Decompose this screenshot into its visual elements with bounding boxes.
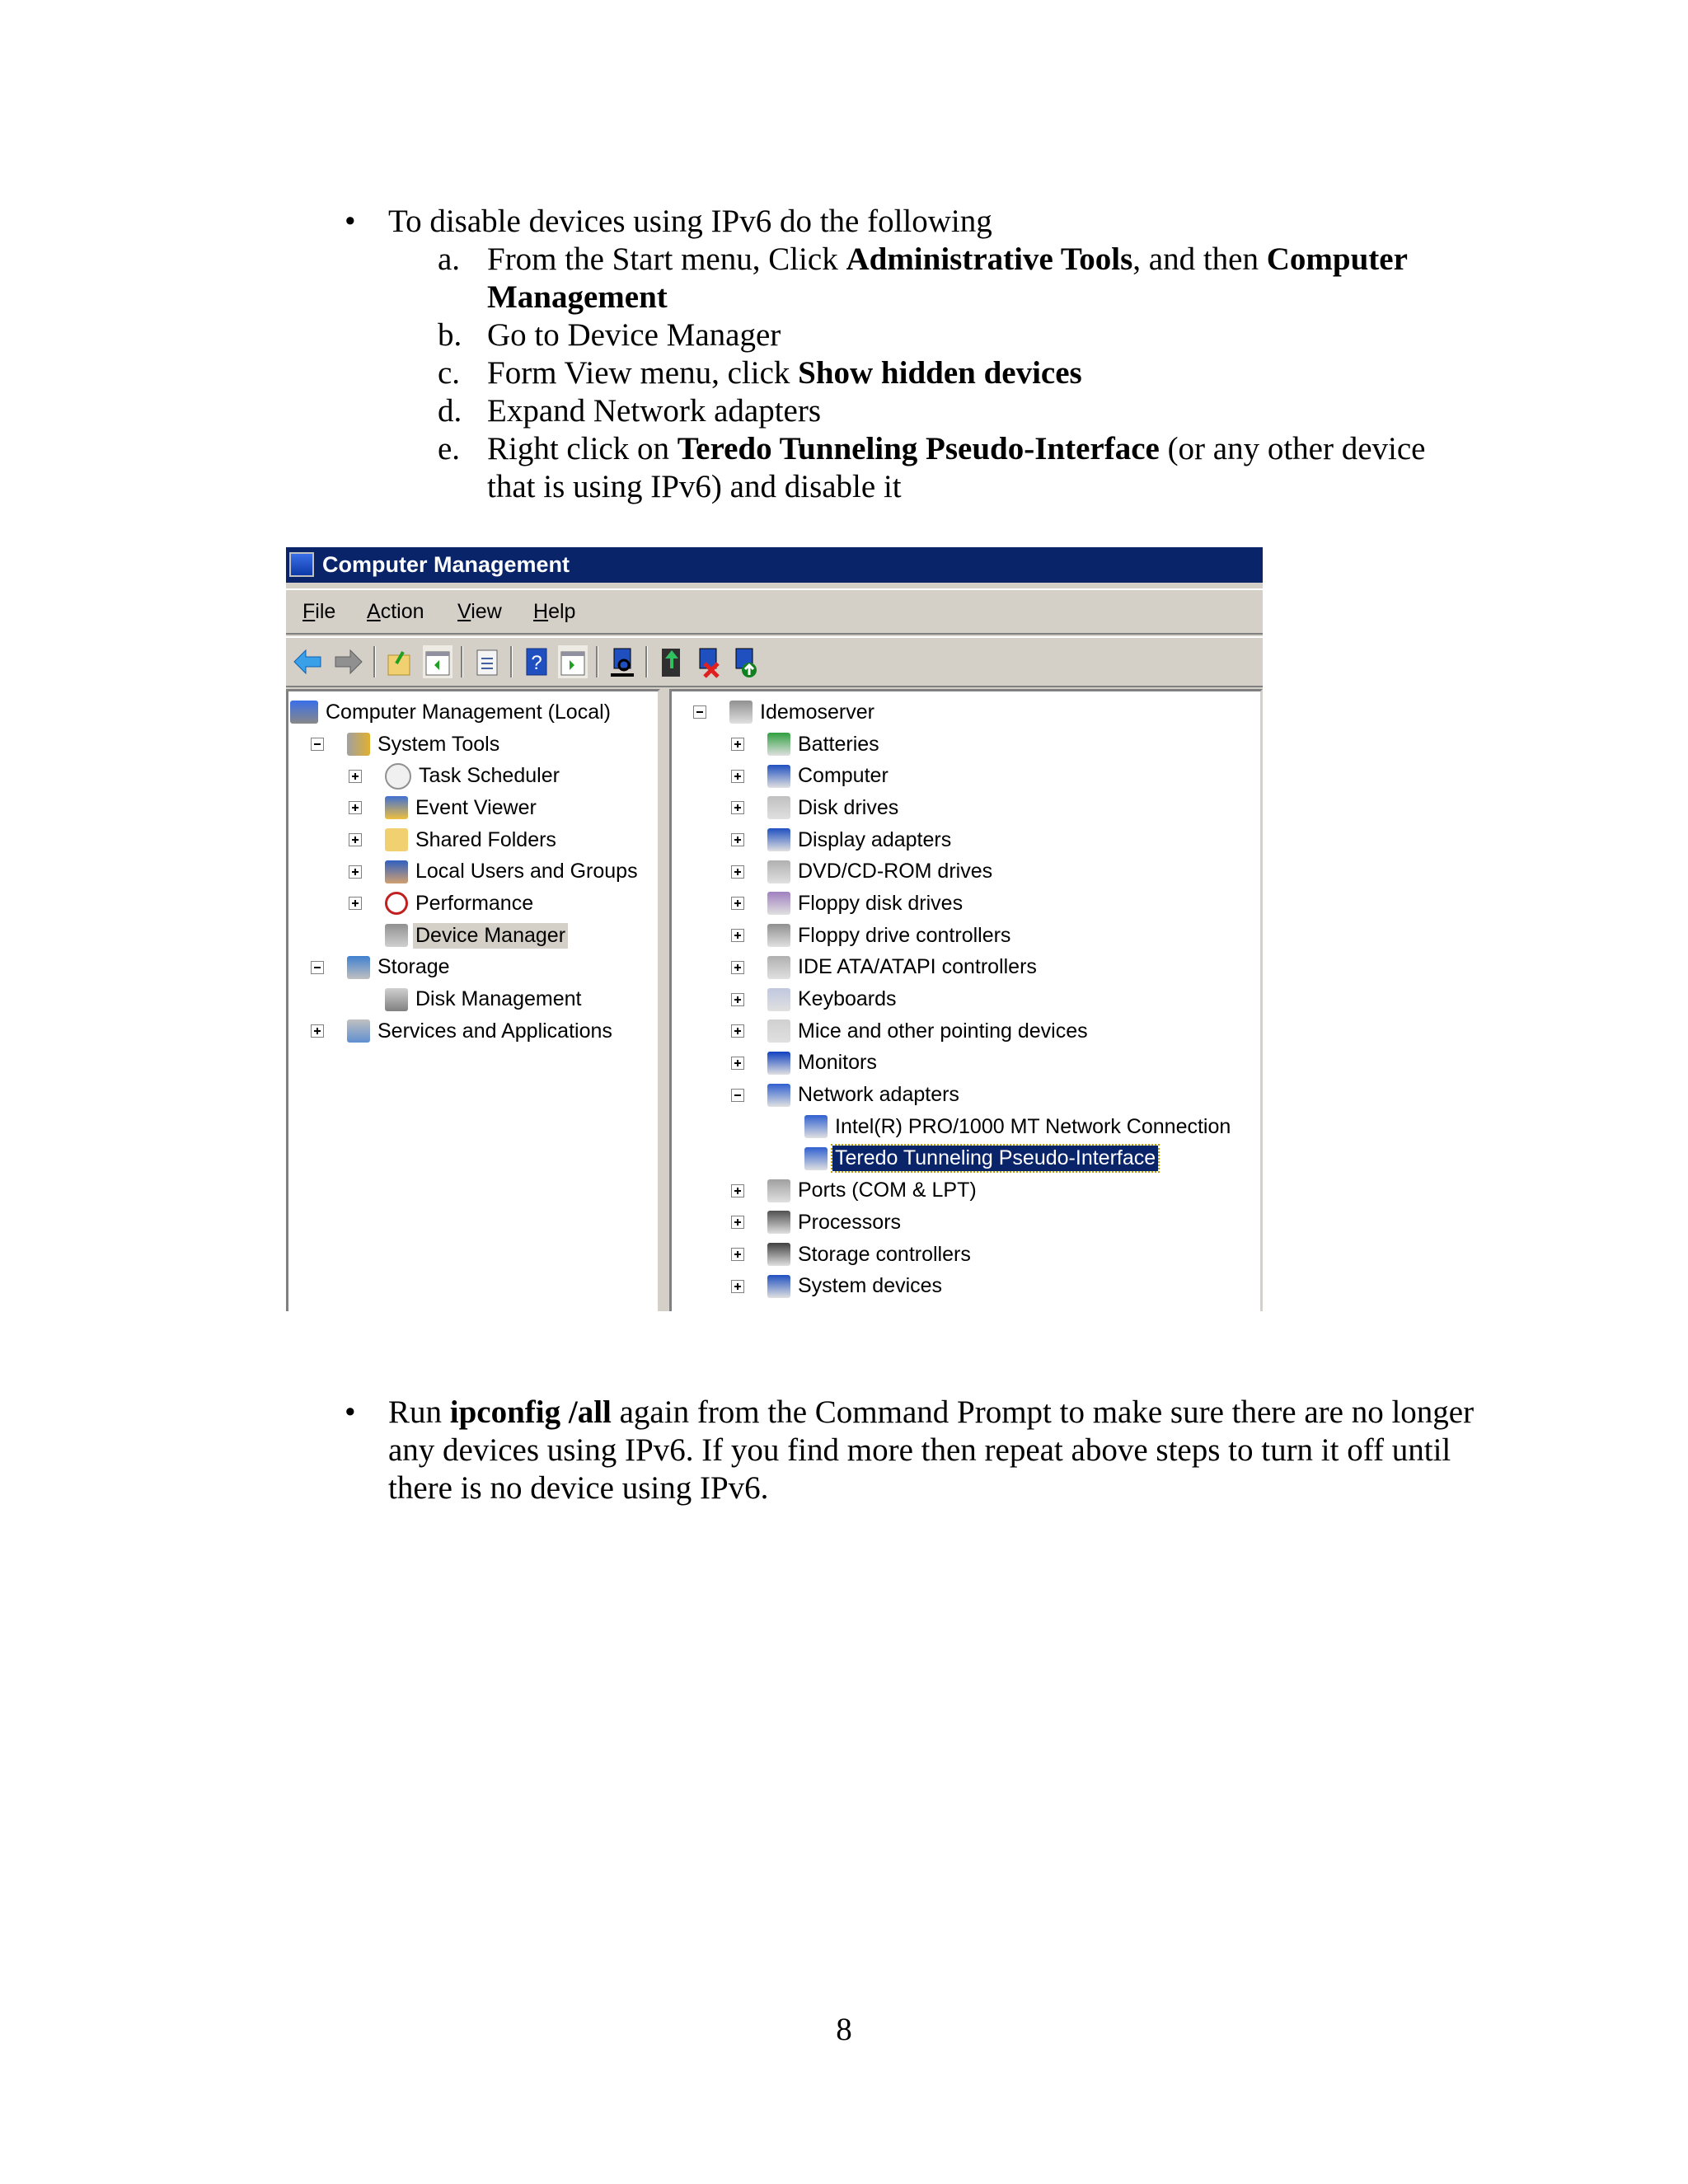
bullet-icon: •	[345, 204, 356, 239]
step-letter: b.	[438, 317, 462, 353]
tree-item-performance[interactable]	[288, 888, 658, 920]
computer-management-window	[286, 547, 1263, 1311]
tree-label: Performance	[415, 891, 534, 915]
expand-icon[interactable]	[731, 833, 744, 846]
expand-icon[interactable]	[731, 1024, 744, 1038]
bullet-text: Run	[388, 1394, 450, 1430]
clock-icon	[385, 763, 411, 790]
disk-drive-icon	[767, 796, 790, 819]
step-letter: d.	[438, 393, 462, 429]
step-text: Right click on	[487, 431, 678, 466]
bold-text: ipconfig /all	[449, 1394, 612, 1430]
tree-label: Shared Folders	[415, 827, 556, 851]
menu-help[interactable]	[533, 600, 575, 624]
mnemonic: A	[367, 600, 381, 623]
expand-icon[interactable]	[731, 865, 744, 879]
expand-icon[interactable]	[731, 770, 744, 783]
tree-label: Local Users and Groups	[415, 860, 638, 883]
console-tree-pane	[286, 689, 660, 1311]
show-hide-console-tree-icon[interactable]	[423, 645, 452, 678]
port-icon	[767, 1179, 790, 1202]
expand-icon[interactable]	[349, 770, 362, 783]
monitor-icon	[767, 1052, 790, 1075]
expand-icon[interactable]	[349, 801, 362, 814]
expand-icon[interactable]	[731, 738, 744, 751]
system-devices-icon	[767, 1275, 790, 1298]
enable-device-icon[interactable]	[729, 645, 759, 678]
expand-icon[interactable]	[311, 1024, 324, 1038]
bold-text: Show hidden devices	[798, 355, 1082, 391]
tree-label: Mice and other pointing devices	[798, 1019, 1088, 1043]
storage-controller-icon	[767, 1243, 790, 1266]
window-title: Computer Management	[322, 552, 570, 577]
disk-management-icon	[385, 988, 408, 1011]
step-text: Expand Network adapters	[487, 393, 822, 429]
tree-label: Processors	[798, 1210, 902, 1234]
step-c	[438, 354, 1476, 392]
tree-item-storage[interactable]	[288, 952, 658, 984]
svg-text:?: ?	[531, 652, 542, 674]
services-icon	[347, 1019, 370, 1043]
step-d	[438, 392, 1476, 430]
menu-bar	[286, 588, 1263, 635]
scan-hardware-icon[interactable]	[607, 645, 637, 678]
tree-label: Display adapters	[798, 827, 952, 851]
update-driver-icon[interactable]	[657, 645, 687, 678]
bullet-disable-ipv6	[345, 203, 1482, 241]
bullet-icon: •	[345, 1394, 356, 1430]
step-letter: a.	[438, 241, 461, 277]
tree-item-device-category[interactable]	[672, 760, 1260, 792]
expand-icon[interactable]	[731, 1248, 744, 1261]
processor-icon	[767, 1211, 790, 1234]
toolbar-separator	[461, 646, 463, 677]
tree-item-device-manager[interactable]	[288, 920, 658, 952]
tree-label: Disk Management	[415, 987, 582, 1011]
bullet-text: again from the Command Prompt to make sure there are no longer any devices using IPv6. If you find more then repeat above steps to turn it off until there is no device using IPv6.	[388, 1394, 1475, 1506]
tree-item-device-category[interactable]	[672, 888, 1260, 920]
expand-icon[interactable]	[349, 897, 362, 910]
menu-view[interactable]	[457, 600, 502, 624]
tree-item-device-category[interactable]	[672, 792, 1260, 824]
network-adapter-disabled-icon	[804, 1147, 828, 1170]
help-icon[interactable]	[522, 645, 551, 678]
computer-icon	[767, 765, 790, 788]
tree-item-device-category[interactable]	[672, 729, 1260, 761]
collapse-icon[interactable]	[731, 1089, 744, 1102]
tree-item-device-category[interactable]	[672, 855, 1260, 888]
expand-icon[interactable]	[731, 801, 744, 814]
toolbar-separator	[596, 646, 598, 677]
network-adapter-icon	[804, 1115, 828, 1138]
menu-label: ile	[315, 600, 336, 623]
tree-label: Monitors	[798, 1051, 877, 1075]
step-text: Go to Device Manager	[487, 317, 781, 353]
tree-label: Storage controllers	[798, 1242, 971, 1266]
menu-label: ction	[380, 600, 424, 623]
expand-icon[interactable]	[349, 833, 362, 846]
bullet-run-ipconfig	[345, 1394, 1482, 1507]
tree-label: Services and Applications	[377, 1019, 612, 1043]
battery-icon	[767, 733, 790, 756]
tree-item-device-category[interactable]	[672, 1015, 1260, 1047]
ide-controller-icon	[767, 956, 790, 979]
tree-item-device-category[interactable]	[672, 1239, 1260, 1271]
disable-device-icon[interactable]	[693, 645, 723, 678]
tree-item-device-category[interactable]	[672, 1207, 1260, 1239]
mnemonic: H	[533, 600, 549, 623]
server-icon	[729, 701, 753, 724]
properties-icon[interactable]	[472, 645, 502, 678]
collapse-icon[interactable]	[311, 961, 324, 974]
expand-icon[interactable]	[349, 865, 362, 879]
tree-label: Floppy drive controllers	[798, 923, 1011, 947]
tree-label: Event Viewer	[415, 795, 537, 819]
tree-item-disk-management[interactable]	[288, 983, 658, 1015]
tree-label: Computer Management (Local)	[326, 700, 611, 724]
tree-label: Device Manager	[413, 923, 568, 949]
users-icon	[385, 860, 408, 883]
tree-item-task-scheduler[interactable]	[288, 760, 658, 792]
device-manager-icon	[385, 924, 408, 947]
device-tree-pane	[669, 689, 1263, 1311]
tree-label: Task Scheduler	[419, 764, 560, 788]
tree-label: IDE ATA/ATAPI controllers	[798, 955, 1037, 979]
menu-file[interactable]	[302, 600, 335, 624]
expand-icon[interactable]	[731, 993, 744, 1006]
bold-text: Teredo Tunneling Pseudo-Interface	[677, 431, 1160, 466]
step-e	[438, 430, 1476, 506]
tree-item-device-category[interactable]	[672, 1047, 1260, 1080]
toolbar	[286, 636, 1263, 687]
step-a	[438, 241, 1476, 316]
tree-item-system-tools[interactable]	[288, 729, 658, 761]
computer-management-icon	[289, 552, 314, 577]
tree-item-device-category[interactable]	[672, 1111, 1260, 1143]
tree-item-device-category[interactable]	[672, 696, 1260, 729]
tree-label: System Tools	[377, 732, 500, 756]
step-text: , and then	[1132, 241, 1267, 277]
expand-icon[interactable]	[731, 897, 744, 910]
step-letter: c.	[438, 355, 461, 391]
keyboard-icon	[767, 988, 790, 1011]
mnemonic: V	[457, 600, 471, 623]
mnemonic: F	[302, 600, 316, 623]
tree-label: Network adapters	[798, 1083, 959, 1107]
step-letter: e.	[438, 431, 461, 466]
tree-label: System devices	[798, 1274, 943, 1298]
step-b	[438, 316, 1476, 354]
menu-label: iew	[471, 600, 502, 623]
show-hide-action-pane-icon[interactable]	[558, 645, 588, 678]
collapse-icon[interactable]	[693, 705, 706, 719]
bold-text: Administrative Tools	[846, 241, 1133, 277]
up-folder-icon[interactable]	[385, 645, 415, 678]
page-number: 8	[836, 2012, 852, 2047]
tree-item-device-category[interactable]	[672, 824, 1260, 856]
toolbar-separator	[510, 646, 513, 677]
expand-icon[interactable]	[731, 961, 744, 974]
expand-icon[interactable]	[731, 1216, 744, 1229]
tools-icon	[347, 733, 370, 756]
tree-label: Ports (COM & LPT)	[798, 1179, 977, 1202]
forward-arrow-icon[interactable]	[334, 645, 363, 678]
tree-label: Keyboards	[798, 987, 897, 1011]
tree-item-services-and-applications[interactable]	[288, 1015, 658, 1047]
mouse-icon	[767, 1019, 790, 1043]
bullet-text: To disable devices using IPv6 do the following	[388, 204, 992, 239]
expand-icon[interactable]	[731, 1280, 744, 1293]
network-adapter-icon	[767, 1084, 790, 1107]
tree-label: Batteries	[798, 732, 879, 756]
step-text: From the Start menu, Click	[487, 241, 846, 277]
title-bar	[286, 547, 1263, 583]
menu-action[interactable]	[367, 600, 424, 624]
expand-icon[interactable]	[731, 929, 744, 942]
tree-item-device-category[interactable]	[672, 983, 1260, 1015]
tree-label: Intel(R) PRO/1000 MT Network Connection	[835, 1114, 1231, 1138]
computer-management-icon	[290, 701, 318, 724]
storage-icon	[347, 956, 370, 979]
tree-label: DVD/CD-ROM drives	[798, 860, 993, 883]
dvd-drive-icon	[767, 860, 790, 883]
tree-label: Idemoserver	[760, 700, 874, 724]
step-text: Form View menu, click	[487, 355, 799, 391]
shared-folder-icon	[385, 828, 408, 851]
tree-item-computer-management-local[interactable]	[288, 696, 658, 729]
tree-item-shared-folders[interactable]	[288, 824, 658, 856]
performance-icon	[385, 892, 408, 915]
toolbar-separator	[373, 646, 376, 677]
tree-item-device-category[interactable]	[672, 1079, 1260, 1111]
tree-label: Floppy disk drives	[798, 891, 964, 915]
back-arrow-icon[interactable]	[293, 645, 322, 678]
expand-icon[interactable]	[731, 1184, 744, 1197]
floppy-controller-icon	[767, 924, 790, 947]
tree-item-device-category[interactable]	[672, 1143, 1260, 1175]
event-viewer-icon	[385, 796, 408, 819]
tree-item-device-category[interactable]	[672, 1270, 1260, 1302]
tree-label: Storage	[377, 955, 450, 979]
toolbar-separator	[645, 646, 648, 677]
tree-item-device-category[interactable]	[672, 952, 1260, 984]
bold-text: Computer Management	[487, 241, 1408, 315]
floppy-drive-icon	[767, 892, 790, 915]
menu-label: elp	[548, 600, 576, 623]
tree-item-local-users-and-groups[interactable]	[288, 855, 658, 888]
tree-label: Computer	[798, 764, 889, 788]
tree-label: Disk drives	[798, 795, 899, 819]
tree-label: Teredo Tunneling Pseudo-Interface	[832, 1146, 1158, 1171]
step-text: (or any other device that is using IPv6) and disable it	[487, 431, 1426, 504]
expand-icon[interactable]	[731, 1057, 744, 1070]
display-adapter-icon	[767, 828, 790, 851]
tree-item-event-viewer[interactable]	[288, 792, 658, 824]
tree-item-device-category[interactable]	[672, 920, 1260, 952]
collapse-icon[interactable]	[311, 738, 324, 751]
tree-item-device-category[interactable]	[672, 1174, 1260, 1207]
